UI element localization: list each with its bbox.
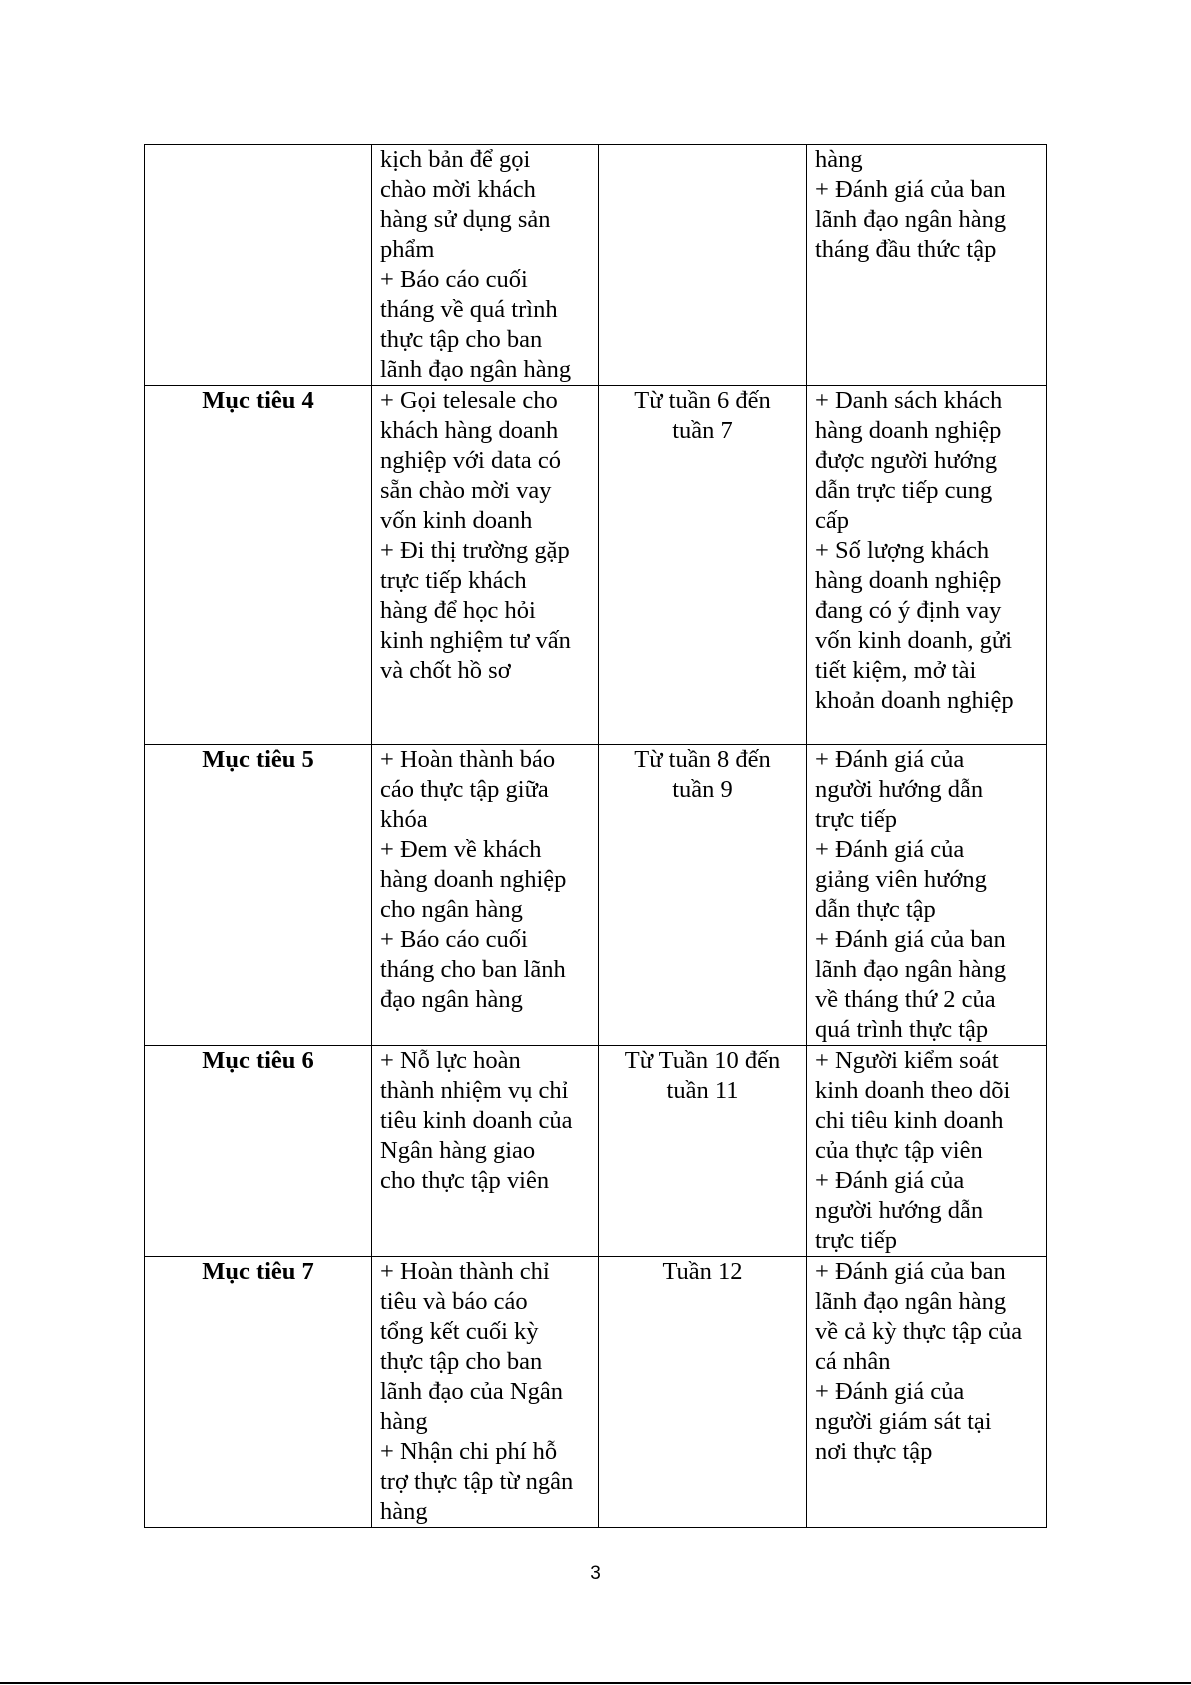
goal-cell: Mục tiêu 6 (145, 1046, 372, 1257)
results-cell: + Đánh giá của người hướng dẫn trực tiếp + Đánh giá của giảng viên hướng dẫn thực tập + Đánh giá của ban lãnh đạo ngân hàng về tháng thứ 2 của quá trình thực tập (807, 745, 1047, 1046)
time-cell: Từ tuần 6 đến tuần 7 (599, 386, 807, 745)
goal-cell: Mục tiêu 4 (145, 386, 372, 745)
table-row (145, 386, 1047, 745)
table-row (145, 1046, 1047, 1257)
plan-table (144, 144, 1047, 1528)
tasks-cell: kịch bản để gọi chào mời khách hàng sử dụng sản phẩm + Báo cáo cuối tháng về quá trình thực tập cho ban lãnh đạo ngân hàng (372, 145, 599, 386)
bottom-divider (0, 1682, 1191, 1684)
table-row (145, 745, 1047, 1046)
time-cell: Tuần 12 (599, 1257, 807, 1528)
results-cell: + Người kiểm soát kinh doanh theo dõi chi tiêu kinh doanh của thực tập viên + Đánh giá của người hướng dẫn trực tiếp (807, 1046, 1047, 1257)
goal-cell: Mục tiêu 7 (145, 1257, 372, 1528)
table-row (145, 1257, 1047, 1528)
table-row (145, 145, 1047, 386)
results-cell: + Đánh giá của ban lãnh đạo ngân hàng về cả kỳ thực tập của cá nhân + Đánh giá của người giám sát tại nơi thực tập (807, 1257, 1047, 1528)
time-cell: Từ Tuần 10 đến tuần 11 (599, 1046, 807, 1257)
tasks-cell: + Hoàn thành báo cáo thực tập giữa khóa + Đem về khách hàng doanh nghiệp cho ngân hàng + Báo cáo cuối tháng cho ban lãnh đạo ngân hàng (372, 745, 599, 1046)
results-cell: + Danh sách khách hàng doanh nghiệp được người hướng dẫn trực tiếp cung cấp + Số lượng khách hàng doanh nghiệp đang có ý định vay vốn kinh doanh, gửi tiết kiệm, mở tài khoản doanh nghiệp (807, 386, 1047, 745)
tasks-cell: + Hoàn thành chỉ tiêu và báo cáo tổng kết cuối kỳ thực tập cho ban lãnh đạo của Ngân hàng + Nhận chi phí hỗ trợ thực tập từ ngân hàng (372, 1257, 599, 1528)
results-cell: hàng + Đánh giá của ban lãnh đạo ngân hàng tháng đầu thức tập (807, 145, 1047, 386)
goal-cell: Mục tiêu 5 (145, 745, 372, 1046)
time-cell (599, 145, 807, 386)
time-cell: Từ tuần 8 đến tuần 9 (599, 745, 807, 1046)
goal-cell (145, 145, 372, 386)
tasks-cell: + Nỗ lực hoàn thành nhiệm vụ chỉ tiêu kinh doanh của Ngân hàng giao cho thực tập viên (372, 1046, 599, 1257)
page-number: 3 (590, 1563, 601, 1584)
tasks-cell: + Gọi telesale cho khách hàng doanh nghiệp với data có sẵn chào mời vay vốn kinh doanh + Đi thị trường gặp trực tiếp khách hàng để học hỏi kinh nghiệm tư vấn và chốt hồ sơ (372, 386, 599, 745)
